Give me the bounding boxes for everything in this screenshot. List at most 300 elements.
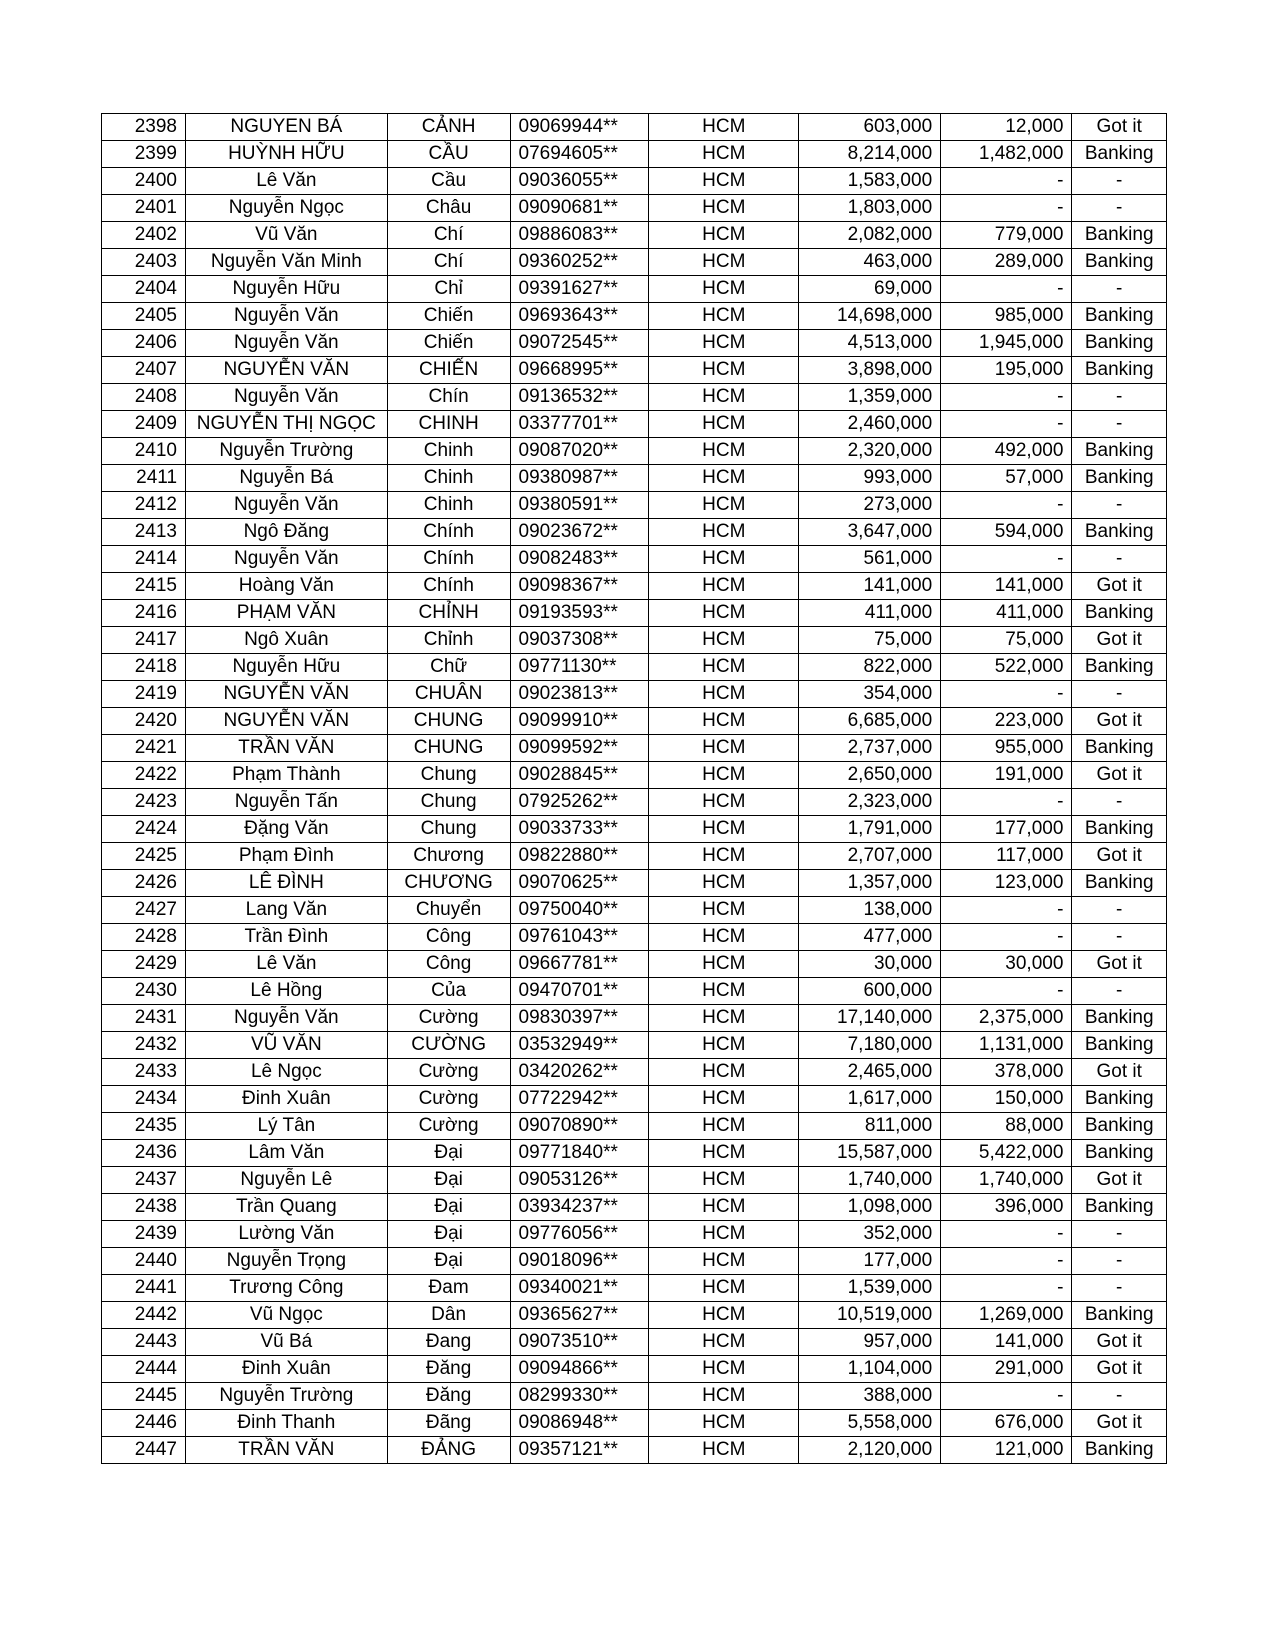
last-name-cell: Nguyễn Văn [186,303,388,330]
city-cell: HCM [649,1113,799,1140]
city-cell: HCM [649,465,799,492]
table-row [102,303,1167,330]
payment-method-cell: Got it [1072,627,1167,654]
paid-amount-cell: - [941,681,1072,708]
city-cell: HCM [649,303,799,330]
last-name-cell: Ngô Xuân [186,627,388,654]
phone-cell: 07722942** [510,1086,649,1113]
table-row [102,1410,1167,1437]
phone-cell: 09099910** [510,708,649,735]
paid-amount-cell: 88,000 [941,1113,1072,1140]
first-name-cell: CHỈNH [387,600,510,627]
paid-amount-cell: 396,000 [941,1194,1072,1221]
payment-method-cell: Banking [1072,330,1167,357]
first-name-cell: Chinh [387,492,510,519]
phone-cell: 09023813** [510,681,649,708]
first-name-cell: CHUNG [387,708,510,735]
last-name-cell: Hoàng Văn [186,573,388,600]
total-amount-cell: 1,803,000 [799,195,941,222]
phone-cell: 09340021** [510,1275,649,1302]
phone-cell: 09094866** [510,1356,649,1383]
city-cell: HCM [649,924,799,951]
last-name-cell: Lê Văn [186,951,388,978]
row-number-cell: 2408 [102,384,186,411]
paid-amount-cell: 223,000 [941,708,1072,735]
row-number-cell: 2440 [102,1248,186,1275]
row-number-cell: 2398 [102,114,186,141]
last-name-cell: NGUYỄN THỊ NGỌC [186,411,388,438]
city-cell: HCM [649,168,799,195]
table-row [102,789,1167,816]
payment-method-cell: - [1072,546,1167,573]
first-name-cell: Chương [387,843,510,870]
city-cell: HCM [649,1275,799,1302]
payment-method-cell: - [1072,924,1167,951]
payment-method-cell: - [1072,492,1167,519]
table-row [102,1194,1167,1221]
phone-cell: 09667781** [510,951,649,978]
phone-cell: 09023672** [510,519,649,546]
last-name-cell: Lang Văn [186,897,388,924]
table-row [102,762,1167,789]
city-cell: HCM [649,654,799,681]
first-name-cell: Đãng [387,1410,510,1437]
table-row [102,465,1167,492]
table-row [102,141,1167,168]
payment-method-cell: Got it [1072,573,1167,600]
total-amount-cell: 75,000 [799,627,941,654]
paid-amount-cell: - [941,924,1072,951]
total-amount-cell: 811,000 [799,1113,941,1140]
total-amount-cell: 10,519,000 [799,1302,941,1329]
phone-cell: 09028845** [510,762,649,789]
phone-cell: 09086948** [510,1410,649,1437]
last-name-cell: Nguyễn Tấn [186,789,388,816]
row-number-cell: 2415 [102,573,186,600]
table-row [102,708,1167,735]
payment-method-cell: - [1072,1248,1167,1275]
phone-cell: 09193593** [510,600,649,627]
paid-amount-cell: - [941,546,1072,573]
last-name-cell: Nguyễn Văn [186,384,388,411]
last-name-cell: Nguyễn Văn [186,492,388,519]
payment-method-cell: Banking [1072,1113,1167,1140]
payment-method-cell: - [1072,384,1167,411]
city-cell: HCM [649,1194,799,1221]
payment-method-cell: Banking [1072,600,1167,627]
row-number-cell: 2445 [102,1383,186,1410]
table-row [102,168,1167,195]
total-amount-cell: 1,359,000 [799,384,941,411]
paid-amount-cell: 955,000 [941,735,1072,762]
paid-amount-cell: - [941,195,1072,222]
phone-cell: 09087020** [510,438,649,465]
paid-amount-cell: 5,422,000 [941,1140,1072,1167]
paid-amount-cell: 289,000 [941,249,1072,276]
first-name-cell: Chỉ [387,276,510,303]
paid-amount-cell: - [941,411,1072,438]
first-name-cell: ĐẢNG [387,1437,510,1464]
table-row [102,1059,1167,1086]
paid-amount-cell: - [941,789,1072,816]
city-cell: HCM [649,330,799,357]
row-number-cell: 2441 [102,1275,186,1302]
table-row [102,1086,1167,1113]
first-name-cell: Chuyển [387,897,510,924]
total-amount-cell: 15,587,000 [799,1140,941,1167]
paid-amount-cell: 117,000 [941,843,1072,870]
total-amount-cell: 8,214,000 [799,141,941,168]
table-row [102,627,1167,654]
city-cell: HCM [649,114,799,141]
first-name-cell: Châu [387,195,510,222]
paid-amount-cell: 141,000 [941,1329,1072,1356]
row-number-cell: 2426 [102,870,186,897]
city-cell: HCM [649,1248,799,1275]
last-name-cell: Vũ Ngọc [186,1302,388,1329]
row-number-cell: 2410 [102,438,186,465]
payment-method-cell: - [1072,1383,1167,1410]
last-name-cell: Nguyễn Hữu [186,654,388,681]
city-cell: HCM [649,438,799,465]
first-name-cell: Chinh [387,465,510,492]
row-number-cell: 2405 [102,303,186,330]
table-row [102,924,1167,951]
paid-amount-cell: 121,000 [941,1437,1072,1464]
row-number-cell: 2424 [102,816,186,843]
total-amount-cell: 30,000 [799,951,941,978]
paid-amount-cell: 177,000 [941,816,1072,843]
paid-amount-cell: 57,000 [941,465,1072,492]
city-cell: HCM [649,1302,799,1329]
table-row [102,330,1167,357]
city-cell: HCM [649,546,799,573]
payment-method-cell: Banking [1072,249,1167,276]
city-cell: HCM [649,1140,799,1167]
row-number-cell: 2420 [102,708,186,735]
city-cell: HCM [649,600,799,627]
first-name-cell: Đại [387,1248,510,1275]
city-cell: HCM [649,1086,799,1113]
table-row [102,735,1167,762]
payment-method-cell: Banking [1072,438,1167,465]
row-number-cell: 2433 [102,1059,186,1086]
city-cell: HCM [649,195,799,222]
table-row [102,897,1167,924]
first-name-cell: Chung [387,789,510,816]
table-row [102,222,1167,249]
last-name-cell: Trần Đình [186,924,388,951]
first-name-cell: Chính [387,546,510,573]
city-cell: HCM [649,519,799,546]
total-amount-cell: 993,000 [799,465,941,492]
phone-cell: 09136532** [510,384,649,411]
phone-cell: 09761043** [510,924,649,951]
phone-cell: 03934237** [510,1194,649,1221]
phone-cell: 09099592** [510,735,649,762]
phone-cell: 09069944** [510,114,649,141]
paid-amount-cell: - [941,1248,1072,1275]
row-number-cell: 2436 [102,1140,186,1167]
city-cell: HCM [649,1167,799,1194]
total-amount-cell: 4,513,000 [799,330,941,357]
row-number-cell: 2442 [102,1302,186,1329]
city-cell: HCM [649,951,799,978]
last-name-cell: Nguyễn Trường [186,438,388,465]
total-amount-cell: 561,000 [799,546,941,573]
table-row [102,1113,1167,1140]
payment-method-cell: Got it [1072,1167,1167,1194]
city-cell: HCM [649,1356,799,1383]
total-amount-cell: 354,000 [799,681,941,708]
phone-cell: 09822880** [510,843,649,870]
row-number-cell: 2437 [102,1167,186,1194]
phone-cell: 03532949** [510,1032,649,1059]
first-name-cell: Cường [387,1113,510,1140]
row-number-cell: 2447 [102,1437,186,1464]
payment-method-cell: Got it [1072,1356,1167,1383]
row-number-cell: 2407 [102,357,186,384]
table-row [102,438,1167,465]
phone-cell: 09090681** [510,195,649,222]
phone-cell: 09360252** [510,249,649,276]
table-row [102,1005,1167,1032]
paid-amount-cell: 985,000 [941,303,1072,330]
table-row [102,816,1167,843]
payment-method-cell: Got it [1072,1410,1167,1437]
last-name-cell: VŨ VĂN [186,1032,388,1059]
table-row [102,1032,1167,1059]
records-table-body [102,114,1167,1464]
last-name-cell: Trương Công [186,1275,388,1302]
row-number-cell: 2435 [102,1113,186,1140]
total-amount-cell: 411,000 [799,600,941,627]
city-cell: HCM [649,1059,799,1086]
table-row [102,1167,1167,1194]
paid-amount-cell: 779,000 [941,222,1072,249]
phone-cell: 09072545** [510,330,649,357]
first-name-cell: Đại [387,1194,510,1221]
total-amount-cell: 5,558,000 [799,1410,941,1437]
city-cell: HCM [649,1383,799,1410]
phone-cell: 09668995** [510,357,649,384]
phone-cell: 08299330** [510,1383,649,1410]
last-name-cell: Nguyễn Lê [186,1167,388,1194]
last-name-cell: Lý Tân [186,1113,388,1140]
total-amount-cell: 2,323,000 [799,789,941,816]
city-cell: HCM [649,384,799,411]
paid-amount-cell: 492,000 [941,438,1072,465]
first-name-cell: CHINH [387,411,510,438]
last-name-cell: Nguyễn Trọng [186,1248,388,1275]
last-name-cell: Lê Văn [186,168,388,195]
payment-method-cell: Banking [1072,1194,1167,1221]
total-amount-cell: 822,000 [799,654,941,681]
total-amount-cell: 388,000 [799,1383,941,1410]
last-name-cell: Nguyễn Trường [186,1383,388,1410]
city-cell: HCM [649,627,799,654]
last-name-cell: HUỲNH HỮU [186,141,388,168]
paid-amount-cell: 594,000 [941,519,1072,546]
total-amount-cell: 2,320,000 [799,438,941,465]
first-name-cell: Chiến [387,303,510,330]
table-row [102,519,1167,546]
payment-method-cell: - [1072,276,1167,303]
last-name-cell: Đinh Xuân [186,1086,388,1113]
first-name-cell: Chiến [387,330,510,357]
records-table [101,113,1167,1464]
phone-cell: 09037308** [510,627,649,654]
first-name-cell: CẢNH [387,114,510,141]
phone-cell: 09830397** [510,1005,649,1032]
paid-amount-cell: 2,375,000 [941,1005,1072,1032]
row-number-cell: 2427 [102,897,186,924]
paid-amount-cell: 291,000 [941,1356,1072,1383]
city-cell: HCM [649,762,799,789]
last-name-cell: Lâm Văn [186,1140,388,1167]
paid-amount-cell: 30,000 [941,951,1072,978]
first-name-cell: Của [387,978,510,1005]
table-row [102,654,1167,681]
row-number-cell: 2401 [102,195,186,222]
paid-amount-cell: 12,000 [941,114,1072,141]
first-name-cell: CHIẾN [387,357,510,384]
table-row [102,411,1167,438]
payment-method-cell: - [1072,789,1167,816]
last-name-cell: Đinh Thanh [186,1410,388,1437]
phone-cell: 09750040** [510,897,649,924]
table-row [102,573,1167,600]
payment-method-cell: Got it [1072,1329,1167,1356]
table-row [102,1437,1167,1464]
payment-method-cell: Banking [1072,1086,1167,1113]
table-row [102,1383,1167,1410]
row-number-cell: 2416 [102,600,186,627]
paid-amount-cell: 1,482,000 [941,141,1072,168]
total-amount-cell: 352,000 [799,1221,941,1248]
table-row [102,1275,1167,1302]
first-name-cell: Công [387,951,510,978]
phone-cell: 09033733** [510,816,649,843]
last-name-cell: Lê Ngọc [186,1059,388,1086]
city-cell: HCM [649,708,799,735]
row-number-cell: 2446 [102,1410,186,1437]
city-cell: HCM [649,1005,799,1032]
phone-cell: 09018096** [510,1248,649,1275]
city-cell: HCM [649,492,799,519]
table-row [102,843,1167,870]
row-number-cell: 2429 [102,951,186,978]
last-name-cell: Ngô Đăng [186,519,388,546]
total-amount-cell: 1,098,000 [799,1194,941,1221]
last-name-cell: Đặng Văn [186,816,388,843]
row-number-cell: 2444 [102,1356,186,1383]
total-amount-cell: 17,140,000 [799,1005,941,1032]
table-row [102,276,1167,303]
paid-amount-cell: - [941,384,1072,411]
first-name-cell: Chinh [387,438,510,465]
total-amount-cell: 2,650,000 [799,762,941,789]
payment-method-cell: - [1072,168,1167,195]
phone-cell: 09380987** [510,465,649,492]
row-number-cell: 2431 [102,1005,186,1032]
row-number-cell: 2404 [102,276,186,303]
phone-cell: 09357121** [510,1437,649,1464]
table-row [102,681,1167,708]
row-number-cell: 2434 [102,1086,186,1113]
row-number-cell: 2403 [102,249,186,276]
city-cell: HCM [649,816,799,843]
phone-cell: 09053126** [510,1167,649,1194]
total-amount-cell: 138,000 [799,897,941,924]
city-cell: HCM [649,1437,799,1464]
last-name-cell: Nguyễn Hữu [186,276,388,303]
payment-method-cell: Banking [1072,816,1167,843]
payment-method-cell: Banking [1072,1140,1167,1167]
total-amount-cell: 463,000 [799,249,941,276]
city-cell: HCM [649,249,799,276]
payment-method-cell: Banking [1072,519,1167,546]
row-number-cell: 2422 [102,762,186,789]
first-name-cell: CHUÂN [387,681,510,708]
row-number-cell: 2399 [102,141,186,168]
paid-amount-cell: - [941,1275,1072,1302]
last-name-cell: TRẦN VĂN [186,1437,388,1464]
last-name-cell: PHẠM VĂN [186,600,388,627]
total-amount-cell: 1,791,000 [799,816,941,843]
total-amount-cell: 2,082,000 [799,222,941,249]
row-number-cell: 2400 [102,168,186,195]
city-cell: HCM [649,1032,799,1059]
payment-method-cell: Got it [1072,843,1167,870]
total-amount-cell: 2,707,000 [799,843,941,870]
paid-amount-cell: 522,000 [941,654,1072,681]
paid-amount-cell: 75,000 [941,627,1072,654]
paid-amount-cell: - [941,168,1072,195]
paid-amount-cell: - [941,897,1072,924]
payment-method-cell: - [1072,681,1167,708]
first-name-cell: Công [387,924,510,951]
payment-method-cell: Banking [1072,1005,1167,1032]
phone-cell: 09693643** [510,303,649,330]
phone-cell: 09070890** [510,1113,649,1140]
table-row [102,249,1167,276]
payment-method-cell: Got it [1072,762,1167,789]
paid-amount-cell: - [941,1221,1072,1248]
paid-amount-cell: - [941,1383,1072,1410]
first-name-cell: Đăng [387,1356,510,1383]
city-cell: HCM [649,870,799,897]
phone-cell: 09771840** [510,1140,649,1167]
payment-method-cell: Banking [1072,141,1167,168]
first-name-cell: Cường [387,1005,510,1032]
total-amount-cell: 600,000 [799,978,941,1005]
first-name-cell: Đang [387,1329,510,1356]
table-row [102,195,1167,222]
last-name-cell: Trần Quang [186,1194,388,1221]
paid-amount-cell: 150,000 [941,1086,1072,1113]
city-cell: HCM [649,735,799,762]
last-name-cell: Phạm Đình [186,843,388,870]
first-name-cell: Đại [387,1167,510,1194]
last-name-cell: Nguyễn Văn [186,330,388,357]
payment-method-cell: Got it [1072,951,1167,978]
last-name-cell: Vũ Văn [186,222,388,249]
last-name-cell: Nguyễn Văn [186,1005,388,1032]
payment-method-cell: - [1072,1275,1167,1302]
last-name-cell: Lê Hồng [186,978,388,1005]
phone-cell: 09771130** [510,654,649,681]
